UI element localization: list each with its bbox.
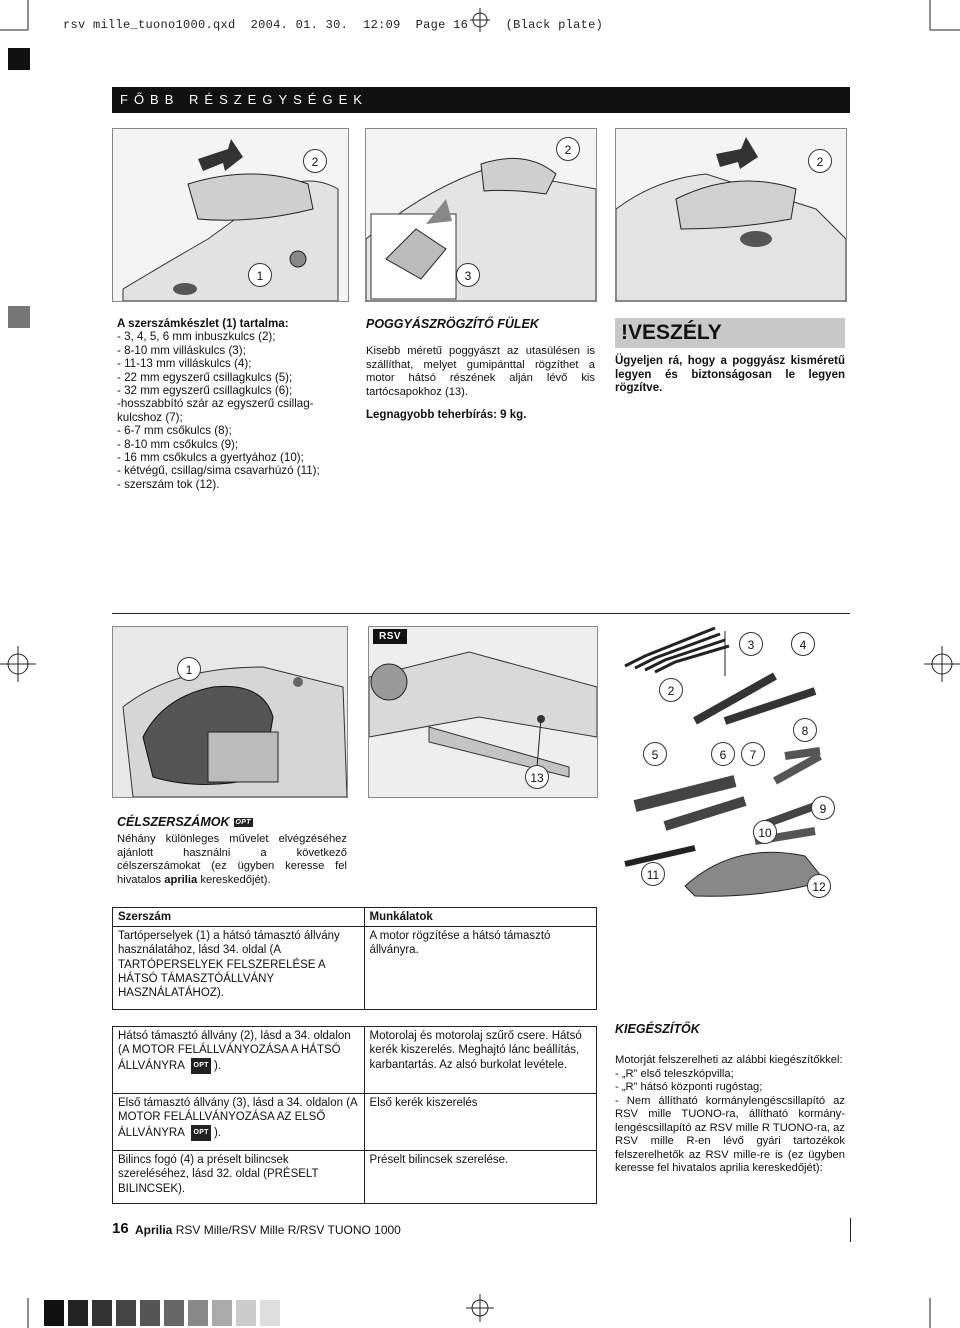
luggage-section <box>366 317 595 421</box>
footer-models: RSV Mille/RSV Mille R/RSV TUONO 1000 <box>175 1223 401 1237</box>
color-swatch <box>212 1300 232 1326</box>
callout-9-tool: 9 <box>811 796 835 820</box>
callout-11-tool: 11 <box>641 862 665 886</box>
toolkit-item: - kétvégű, csillag/sima csavarhúzó (11); <box>117 464 320 478</box>
toolkit-item: - 8-10 mm villáskulcs (3); <box>117 343 246 357</box>
accessories-section <box>615 1022 845 1176</box>
table-row <box>113 1027 597 1094</box>
figure-seat-removal <box>112 128 349 302</box>
color-swatch <box>92 1300 112 1326</box>
callout-13: 13 <box>525 765 549 789</box>
accessories-item: - „R” első teleszkópvilla; <box>615 1067 734 1080</box>
table-row <box>113 927 597 1010</box>
accessories-intro: Motorját felszerelheti az alábbi kiegészítőkkel: <box>615 1054 843 1066</box>
row-2-opt-badge: OPT <box>191 1058 210 1074</box>
callout-10-tool: 10 <box>753 820 777 844</box>
row-3-tool-text: Első támasztó állvány (3), lásd a 34. oldalon (A MOTOR FELÁLLVÁNYOZÁSA AZ ELSŐ ÁLLVÁNYRA <box>118 1097 358 1139</box>
special-tools-text-after: kereskedőjét). <box>200 873 271 886</box>
toolkit-item: - szerszám tok (12). <box>117 477 220 491</box>
row-2-tool-end: ). <box>213 1059 221 1072</box>
color-swatch <box>188 1300 208 1326</box>
callout-12-tool: 12 <box>807 874 831 898</box>
figure-seat-storage <box>365 128 597 302</box>
figure-seat-refit <box>615 128 847 302</box>
toolkit-item: - 6-7 mm csőkulcs (8); <box>117 424 232 438</box>
row-1-tool: Tartóperselyek (1) a hátsó támasztó állvány használatához, lásd 34. oldal (A TARTÓPERSELYEK FELSZERELÉSE A HÁTSÓ TÁMASZTÓÁLLVÁNY HASZNÁLATÁHOZ). <box>113 927 365 1010</box>
slug-page: Page 16 <box>415 18 469 32</box>
toolkit-item: - 8-10 mm csőkulcs (9); <box>117 437 239 451</box>
section-title: FŐBB RÉSZEGYSÉGEK <box>112 87 850 113</box>
accessories-item: - Nem állítható kormánylengéscsillapító az RSV mille TUONO-ra, állítható kormány-lengéscsillapító az RSV mille R TUONO-ra, az RSV mille R-en lévő gyári tartozékok felszerelhetők az RSV mille-re is (ez ügyben keresse fel hivatalos aprilia kereskedőjét): <box>615 1094 845 1174</box>
toolkit-item: - 22 mm egyszerű csillagkulcs (5); <box>117 370 293 384</box>
row-3-opt-badge: OPT <box>191 1125 210 1141</box>
table-header-row <box>113 908 597 927</box>
footer-title <box>135 1223 401 1237</box>
footer-rule <box>850 1218 851 1242</box>
callout-1: 1 <box>248 263 272 287</box>
toolkit-title: A szerszámkészlet (1) tartalma: <box>117 317 289 330</box>
opt-badge: OPT <box>235 819 251 827</box>
row-3-tool-end: ). <box>213 1126 221 1139</box>
callout-5-tool: 5 <box>643 742 667 766</box>
figure-toolbox <box>112 626 348 798</box>
figure-luggage-hooks <box>368 626 598 798</box>
special-tools-text-before: Néhány különleges művelet elvégzéséhez ajánlott használni a következő célszerszámokat (ez ügyben keresse fel hivatalos <box>117 833 347 886</box>
luggage-max-load: Legnagyobb teherbírás: 9 kg. <box>366 409 527 421</box>
margin-marker-grey <box>8 306 30 328</box>
special-tools-title: CÉLSZERSZÁMOK <box>117 815 230 829</box>
toolkit-item: kulcshoz (7); <box>117 410 183 424</box>
slug-time: 12:09 <box>363 18 401 32</box>
color-swatch <box>140 1300 160 1326</box>
slug-plate: (Black plate) <box>505 18 604 32</box>
color-swatch <box>116 1300 136 1326</box>
color-swatch <box>44 1300 64 1326</box>
toolkit-item: - 3, 4, 5, 6 mm inbuszkulcs (2); <box>117 330 276 344</box>
tail-hooks-illustration <box>369 627 597 797</box>
toolbox-illustration <box>113 627 347 797</box>
margin-marker-black <box>8 48 30 70</box>
callout-3-tool: 3 <box>739 632 763 656</box>
color-swatch <box>236 1300 256 1326</box>
header-tool: Szerszám <box>113 908 365 927</box>
special-tools-title-row <box>117 815 347 829</box>
callout-2-middle: 2 <box>556 137 580 161</box>
callout-1-toolbox: 1 <box>177 657 201 681</box>
slug-file: rsv mille_tuono1000.qxd <box>63 18 236 32</box>
footer-page-number: 16 <box>112 1220 129 1237</box>
divider <box>112 613 850 614</box>
toolkit-item: - 32 mm egyszerű csillagkulcs (6); <box>117 384 293 398</box>
footer-brand: Aprilia <box>135 1223 173 1237</box>
callout-2-tool: 2 <box>659 678 683 702</box>
danger-text: Ügyeljen rá, hogy a poggyász kisméretű legyen és biztonságosan le legyen rögzítve. <box>615 355 845 395</box>
special-tools-text <box>117 833 347 887</box>
luggage-title: POGGYÁSZRÖGZÍTŐ FÜLEK <box>366 317 539 331</box>
callout-4-tool: 4 <box>791 632 815 656</box>
row-3-tool <box>113 1094 365 1151</box>
tools-table <box>112 907 597 1204</box>
callout-8-tool: 8 <box>793 718 817 742</box>
row-4-tool: Bilincs fogó (4) a préselt bilincsek szereléséhez, lásd 32. oldal (PRÉSELT BILINCSEK). <box>113 1151 365 1204</box>
toolkit-list <box>117 317 347 491</box>
special-tools-section <box>117 815 347 887</box>
special-tools-brand: aprilia <box>164 873 198 886</box>
rsv-badge: RSV <box>373 629 407 644</box>
callout-7-tool: 7 <box>741 742 765 766</box>
row-1-work: A motor rögzítése a hátsó támasztó állványra. <box>364 927 596 1010</box>
table-row <box>113 1094 597 1151</box>
header-work: Munkálatok <box>364 908 596 927</box>
figure-toolkit <box>615 626 850 898</box>
row-2-work: Motorolaj és motorolaj szűrő csere. Hátsó kerék kiszerelés. Meghajtó lánc beállítás, karbantartás. Az alsó burkolat levétele. <box>364 1027 596 1094</box>
color-swatch <box>260 1300 280 1326</box>
color-swatch <box>68 1300 88 1326</box>
table-spacer <box>113 1010 597 1027</box>
row-4-work: Préselt bilincsek szerelése. <box>364 1151 596 1204</box>
slug-date: 2004. 01. 30. <box>250 18 349 32</box>
accessories-item: - „R” hátsó központi rugóstag; <box>615 1081 763 1093</box>
color-swatch <box>164 1300 184 1326</box>
table-row <box>113 1151 597 1204</box>
row-3-work: Első kerék kiszerelés <box>364 1094 596 1151</box>
luggage-text: Kisebb méretű poggyászt az utasülésen is szállíthat, melyet gumipánttal rögzíthet a motor hátsó részének alján lévő kis tartócsapokhoz (13). <box>366 345 595 398</box>
callout-6-tool: 6 <box>711 742 735 766</box>
row-2-tool-text: Hátsó támasztó állvány (2), lásd a 34. oldalon (A MOTOR FELÁLLVÁNYOZÁSA A HÁTSÓ ÁLLVÁNYRA <box>118 1030 351 1072</box>
callout-3: 3 <box>456 263 480 287</box>
danger-title: !VESZÉLY <box>615 318 845 348</box>
toolkit-item: - 11-13 mm villáskulcs (4); <box>117 357 252 371</box>
toolkit-item: - 16 mm csőkulcs a gyertyához (10); <box>117 451 304 465</box>
row-2-tool <box>113 1027 365 1094</box>
accessories-title: KIEGÉSZÍTŐK <box>615 1022 700 1036</box>
toolkit-item: -hosszabbító szár az egyszerű csillag- <box>117 397 314 411</box>
callout-2: 2 <box>303 149 327 173</box>
callout-2-right: 2 <box>808 149 832 173</box>
